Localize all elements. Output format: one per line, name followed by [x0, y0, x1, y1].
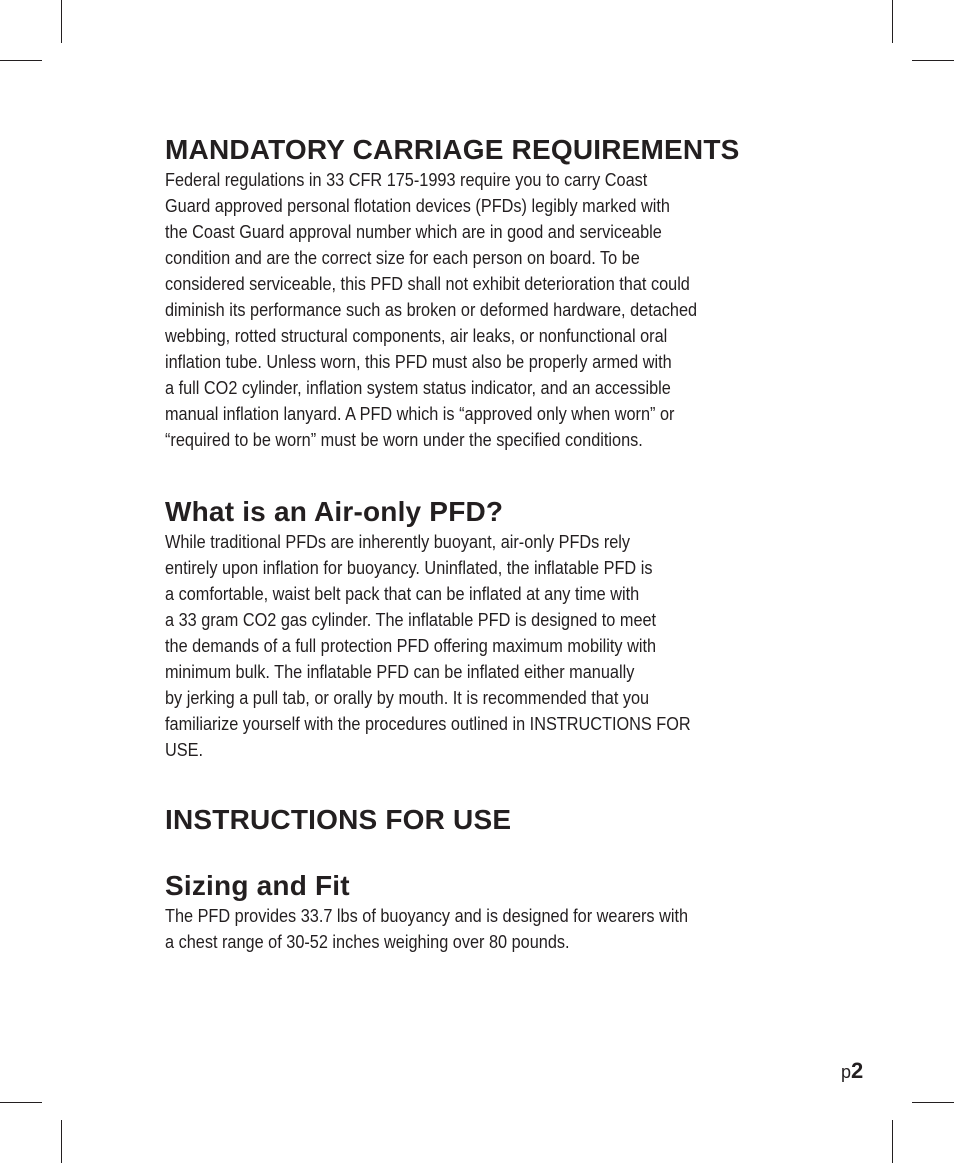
- page-content: [165, 133, 825, 955]
- crop-mark-top-right-vertical: [892, 0, 893, 43]
- air-only-paragraph: [165, 529, 825, 763]
- page-number: [841, 1058, 863, 1084]
- text-line: manual inflation lanyard. A PFD which is “approved only when worn” or: [165, 403, 675, 424]
- text-line: condition and are the correct size for each person on board. To be: [165, 247, 640, 268]
- text-line: by jerking a pull tab, or orally by mouth. It is recommended that you: [165, 687, 650, 708]
- text-line: “required to be worn” must be worn under the specified conditions.: [165, 429, 643, 450]
- text-line: entirely upon inflation for buoyancy. Uninflated, the inflatable PFD is: [165, 557, 653, 578]
- carriage-section: [165, 133, 825, 453]
- text-line: a 33 gram CO2 gas cylinder. The inflatable PFD is designed to meet: [165, 609, 657, 630]
- air-only-heading: What is an Air-only PFD?: [165, 496, 504, 527]
- instructions-section: [165, 803, 825, 837]
- text-line: USE.: [165, 739, 204, 760]
- text-line: Federal regulations in 33 CFR 175-1993 require you to carry Coast: [165, 169, 648, 190]
- crop-mark-top-left-horizontal: [0, 60, 42, 61]
- carriage-heading: MANDATORY CARRIAGE REQUIREMENTS: [165, 134, 740, 165]
- crop-mark-top-left-vertical: [61, 0, 62, 43]
- sizing-heading: Sizing and Fit: [165, 870, 350, 901]
- text-line: webbing, rotted structural components, air leaks, or nonfunctional oral: [165, 325, 668, 346]
- sizing-paragraph: [165, 903, 825, 955]
- text-line: considered serviceable, this PFD shall not exhibit deterioration that could: [165, 273, 690, 294]
- text-line: diminish its performance such as broken or deformed hardware, detached: [165, 299, 698, 320]
- sizing-section: [165, 869, 825, 955]
- crop-mark-bottom-right-vertical: [892, 1120, 893, 1163]
- text-line: inflation tube. Unless worn, this PFD must also be properly armed with: [165, 351, 672, 372]
- text-line: a chest range of 30-52 inches weighing over 80 pounds.: [165, 931, 570, 952]
- crop-mark-top-right-horizontal: [912, 60, 954, 61]
- air-only-section: [165, 495, 825, 763]
- crop-mark-bottom-left-vertical: [61, 1120, 62, 1163]
- crop-mark-bottom-right-horizontal: [912, 1102, 954, 1103]
- text-line: While traditional PFDs are inherently buoyant, air-only PFDs rely: [165, 531, 631, 552]
- page-number-prefix: p: [841, 1062, 852, 1082]
- text-line: familiarize yourself with the procedures outlined in INSTRUCTIONS FOR: [165, 713, 691, 734]
- text-line: a full CO2 cylinder, inflation system status indicator, and an accessible: [165, 377, 671, 398]
- carriage-paragraph: [165, 167, 825, 453]
- text-line: a comfortable, waist belt pack that can be inflated at any time with: [165, 583, 640, 604]
- text-line: The PFD provides 33.7 lbs of buoyancy and is designed for wearers with: [165, 905, 689, 926]
- text-line: Guard approved personal flotation devices (PFDs) legibly marked with: [165, 195, 670, 216]
- instructions-heading: INSTRUCTIONS FOR USE: [165, 804, 512, 835]
- page-number-value: 2: [851, 1058, 864, 1083]
- text-line: the Coast Guard approval number which are in good and serviceable: [165, 221, 662, 242]
- crop-mark-bottom-left-horizontal: [0, 1102, 42, 1103]
- text-line: minimum bulk. The inflatable PFD can be inflated either manually: [165, 661, 635, 682]
- text-line: the demands of a full protection PFD offering maximum mobility with: [165, 635, 657, 656]
